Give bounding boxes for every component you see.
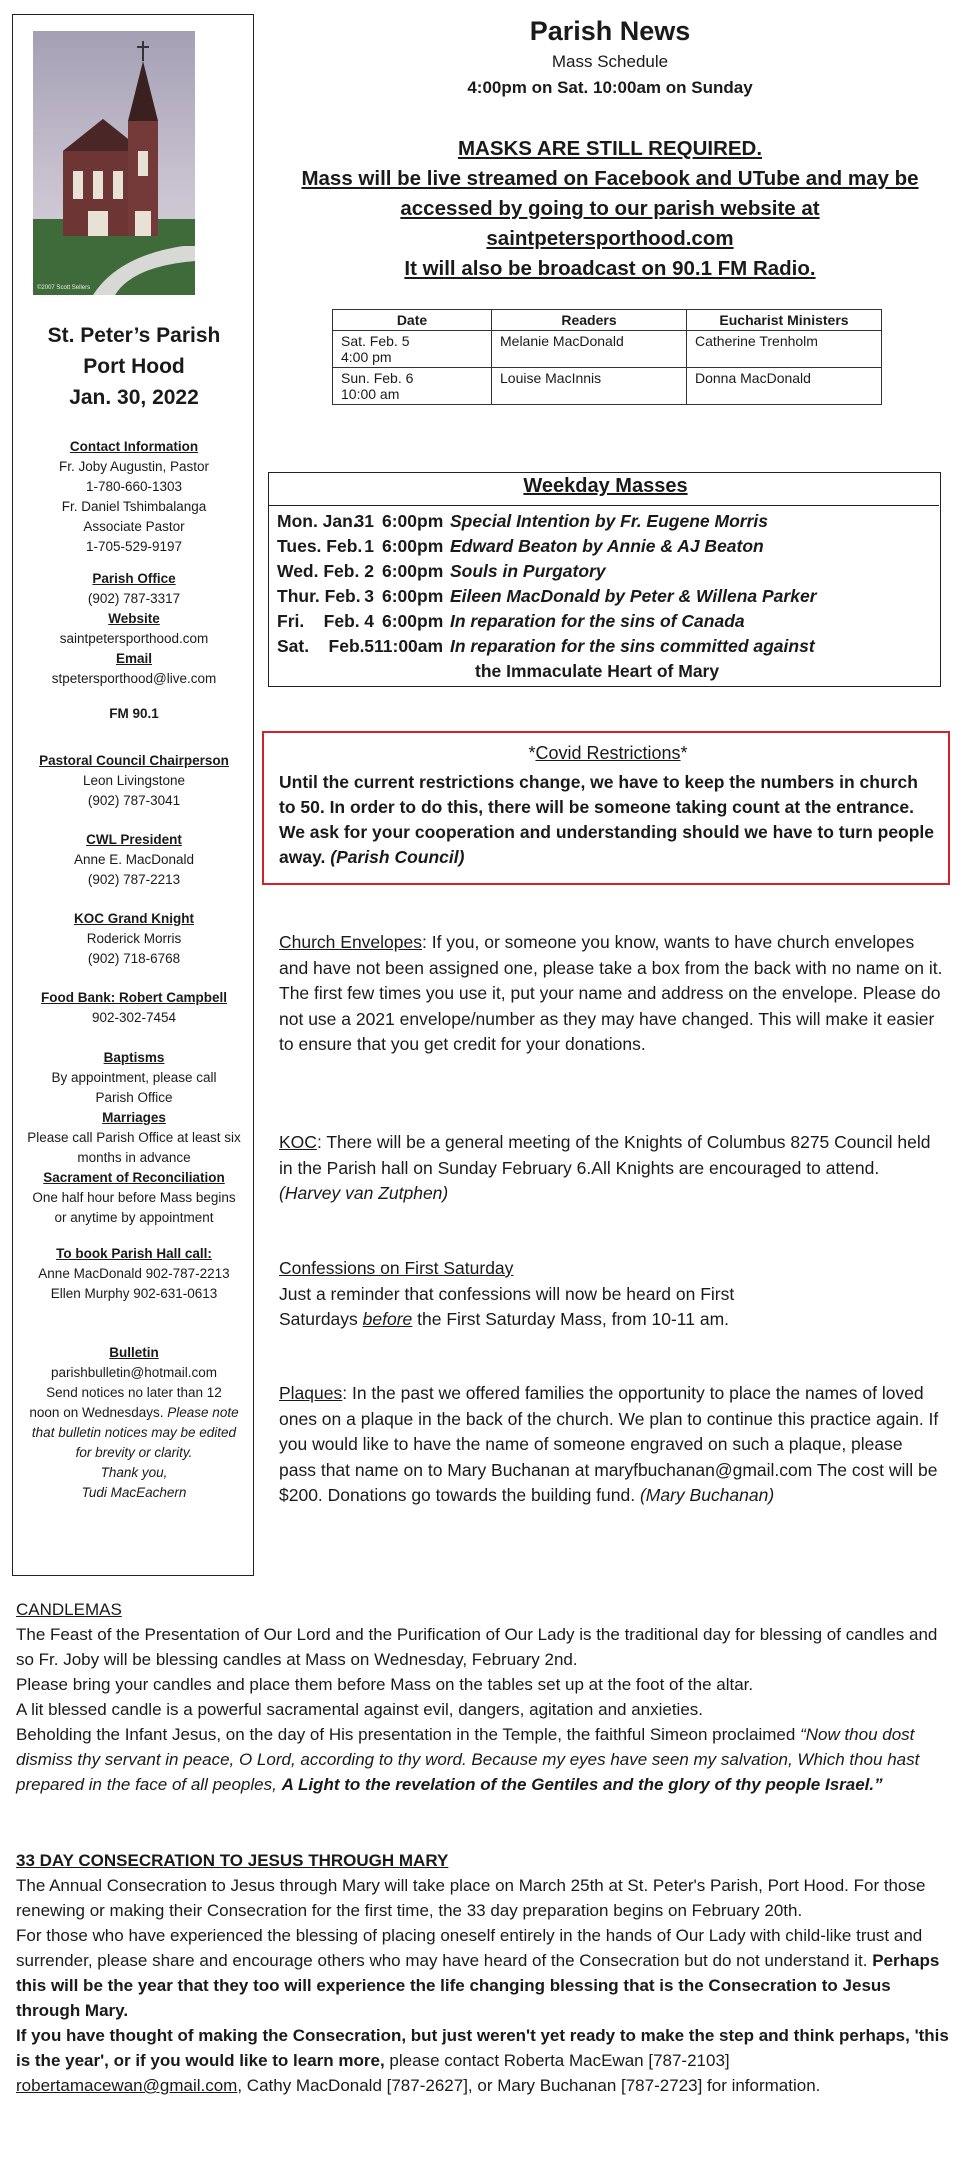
- food-bank-heading: Food Bank: Robert Campbell: [40, 990, 227, 1005]
- ministry-schedule-table: [332, 309, 882, 405]
- plaques-heading: Plaques: [279, 1383, 343, 1403]
- mass-day: Wed. Feb.: [277, 561, 360, 581]
- reconciliation-line: or anytime by appointment: [54, 1210, 214, 1225]
- church-envelopes-heading: Church Envelopes: [279, 932, 422, 952]
- covid-text: [279, 770, 939, 870]
- plaques-notice: [279, 1381, 944, 1509]
- pastoral-council-heading: Pastoral Council Chairperson: [39, 753, 229, 768]
- food-bank-phone: 902-302-7454: [91, 1010, 177, 1025]
- koc-notice: [279, 1130, 944, 1207]
- consecration-heading: 33 DAY CONSECRATION TO JESUS THROUGH MARY: [16, 1851, 449, 1870]
- website-link[interactable]: saintpetersporthood.com: [486, 227, 734, 250]
- consecration-paragraph: [16, 1923, 951, 2023]
- parish-location: Port Hood: [83, 355, 185, 378]
- koc-notice-credit: (Harvey van Zutphen): [279, 1183, 449, 1203]
- masks-line: MASKS ARE STILL REQUIRED.: [457, 137, 763, 160]
- parish-heading: [13, 320, 255, 413]
- koc-name: Roderick Morris: [86, 931, 182, 946]
- date-cell: [333, 368, 492, 405]
- contact-line: 1-780-660-1303: [85, 479, 183, 494]
- candlemas-section: [16, 1597, 951, 1797]
- bulletin-italic: Thank you,: [100, 1465, 168, 1480]
- contact-info: [13, 437, 255, 557]
- mass-time: 6:00pm: [382, 611, 444, 631]
- email-link[interactable]: stpetersporthood@live.com: [51, 671, 217, 686]
- column-header: Eucharist Ministers: [687, 310, 882, 331]
- mass-intention: In reparation for the sins committed against: [450, 636, 815, 656]
- page-title: Parish News: [529, 16, 691, 46]
- masks-notice: [265, 134, 955, 284]
- consecration-email-link[interactable]: robertamacewan@gmail.com: [16, 2076, 238, 2095]
- mass-time: 11:00am: [374, 636, 444, 656]
- mass-intention: In reparation for the sins of Canada: [450, 611, 745, 631]
- bulletin-italic: for brevity or clarity.: [75, 1445, 193, 1460]
- marriages-line: months in advance: [77, 1150, 191, 1165]
- plaques-text: : In the past we offered families the opportunity to place the names of loved ones on a plaque in the back of the church. We plan to continue this practice again. If you would like to have the name of someone engraved on such a plaque, please pass that name on to Mary Buchanan at maryfbuchanan@gmail.com The cost will be $200. Donations go towards the building fund.: [279, 1383, 939, 1505]
- reconciliation-heading: Sacrament of Reconciliation: [43, 1170, 225, 1185]
- candlemas-quote-paragraph: [16, 1722, 951, 1797]
- date-cell: [333, 331, 492, 368]
- consecration-paragraph: The Annual Consecration to Jesus through Mary will take place on March 25th at St. Peter's Parish, Port Hood. For those renewing or making their Consecration for the first time, the 33 day preparation begins on February 20th.: [16, 1876, 926, 1920]
- photo-watermark: ©2007 Scott Sellers: [37, 285, 91, 291]
- mass-row: [277, 536, 764, 557]
- mass-date: 4: [364, 611, 374, 631]
- confessions-text-a: Just a reminder that confessions will now be heard on First Saturdays: [279, 1283, 735, 1329]
- consecration-paragraph: [16, 2023, 951, 2098]
- bulletin-line: Send notices no later than 12: [46, 1385, 222, 1400]
- baptisms-heading: Baptisms: [103, 1050, 165, 1065]
- mass-time: 6:00pm: [382, 561, 444, 581]
- mass-day: Fri. Feb.: [277, 611, 360, 631]
- reconciliation-line: One half hour before Mass begins: [32, 1190, 236, 1205]
- date-text: Sat. Feb. 5: [341, 333, 410, 349]
- candlemas-paragraph: Please bring your candles and place them before Mass on the tables set up at the foot of the altar.: [16, 1675, 754, 1694]
- consecration-section: [16, 1848, 951, 2098]
- mass-intention: Special Intention by Fr. Eugene Morris: [450, 511, 768, 531]
- mass-row: [277, 586, 817, 607]
- covid-credit: (Parish Council): [330, 847, 465, 867]
- covid-title-text: Covid Restrictions: [535, 743, 681, 763]
- mass-day: Mon. Jan.: [277, 511, 358, 531]
- mass-row: [277, 511, 768, 532]
- mass-date: 1: [364, 536, 374, 556]
- mass-row: [277, 611, 745, 632]
- covid-body: Until the current restrictions change, we have to keep the numbers in church to 50. In order to do this, there will be someone taking count at the entrance. We ask for your cooperation and understanding should we have to turn people away.: [279, 772, 935, 867]
- consecration-text: please contact Roberta MacEwan [787-2103]: [389, 2051, 730, 2070]
- cwl-name: Anne E. MacDonald: [73, 852, 195, 867]
- mass-schedule-subtitle: Mass Schedule: [551, 52, 669, 71]
- cwl-heading: CWL President: [86, 832, 182, 847]
- plaques-credit: (Mary Buchanan): [639, 1485, 775, 1505]
- sacraments-block: [13, 1048, 255, 1228]
- candlemas-paragraph: The Feast of the Presentation of Our Lord and the Purification of Our Lady is the traditional day for blessing of candles and so Fr. Joby will be blessing candles at Mass on Wednesday, February 2nd.: [16, 1625, 938, 1669]
- koc-block: [13, 909, 255, 969]
- bulletin-note-a: noon on Wednesdays.: [29, 1405, 164, 1420]
- parish-office-phone: (902) 787-3317: [87, 591, 181, 606]
- parish-hall-block: [13, 1244, 255, 1304]
- mass-day: Tues. Feb.: [277, 536, 363, 556]
- parish-office-heading: Parish Office: [92, 571, 176, 586]
- confessions-text-b: the First Saturday Mass, from 10-11 am.: [412, 1309, 730, 1329]
- contact-heading: Contact Information: [69, 439, 199, 454]
- covid-title: [264, 743, 952, 764]
- cwl-block: [13, 830, 255, 890]
- parish-hall-contact: Ellen Murphy 902-631-0613: [50, 1286, 218, 1301]
- parish-hall-heading: To book Parish Hall call:: [56, 1246, 212, 1261]
- mass-date: 31: [354, 511, 374, 531]
- column-header: Readers: [492, 310, 687, 331]
- pastoral-council-phone: (902) 787-3041: [87, 793, 181, 808]
- consecration-bold: If you have thought of making the Consecration, but just weren't yet ready to make the step and think perhaps, 'this is the year', or if you would like to learn more,: [16, 2026, 949, 2070]
- contact-line: Fr. Joby Augustin, Pastor: [58, 459, 210, 474]
- bulletin-italic: Tudi MacEachern: [81, 1485, 187, 1500]
- mass-day: Sat. Feb.: [277, 636, 365, 656]
- parish-office-block: [13, 569, 255, 689]
- candlemas-text: Beholding the Infant Jesus, on the day of His presentation in the Temple, the faithful Simeon proclaimed: [16, 1725, 801, 1744]
- confessions-notice: [279, 1256, 944, 1333]
- covid-star: *: [680, 743, 688, 763]
- mass-times: 4:00pm on Sat. 10:00am on Sunday: [467, 78, 753, 97]
- divider: [269, 505, 939, 506]
- covid-star: *: [528, 743, 536, 763]
- bulletin-heading: Bulletin: [109, 1345, 159, 1360]
- mass-date: 3: [364, 586, 374, 606]
- email-heading: Email: [115, 651, 153, 666]
- bulletin-italic: that bulletin notices may be edited: [31, 1425, 237, 1440]
- table-row: [333, 368, 882, 405]
- confessions-text: [279, 1282, 799, 1333]
- consecration-bold: Perhaps this will be the year that they too will experience the life changing blessing that is the Consecration to Jesus through Mary.: [16, 1951, 940, 2020]
- marriages-line: Please call Parish Office at least six: [27, 1130, 241, 1145]
- weekday-masses-box: [268, 472, 941, 687]
- mass-time: 6:00pm: [382, 511, 444, 531]
- mass-time: 6:00pm: [382, 536, 444, 556]
- date-text: Sun. Feb. 6: [341, 370, 414, 386]
- parish-name: St. Peter’s Parish: [47, 324, 221, 347]
- mass-intention: Souls in Purgatory: [450, 561, 606, 581]
- contact-line: Associate Pastor: [83, 519, 185, 534]
- mass-intention-continued: the Immaculate Heart of Mary: [475, 661, 720, 681]
- marriages-heading: Marriages: [102, 1110, 166, 1125]
- bulletin-block: [13, 1343, 255, 1503]
- mass-date: 5: [364, 636, 374, 656]
- pastoral-council-name: Leon Livingstone: [82, 773, 186, 788]
- baptisms-line: By appointment, please call: [51, 1070, 217, 1085]
- mass-intention: Eileen MacDonald by Peter & Willena Parker: [450, 586, 817, 606]
- bulletin-email[interactable]: parishbulletin@hotmail.com: [50, 1365, 218, 1380]
- website-link[interactable]: saintpetersporthood.com: [59, 631, 209, 646]
- weekday-masses-title: Weekday Masses: [523, 475, 688, 497]
- bulletin-note: [3, 1403, 265, 1423]
- confessions-heading: Confessions on First Saturday: [279, 1258, 514, 1278]
- ministers-cell: Donna MacDonald: [687, 368, 882, 405]
- candlemas-heading: CANDLEMAS: [16, 1600, 122, 1619]
- mass-day: Thur. Feb.: [277, 586, 361, 606]
- parish-hall-contact: Anne MacDonald 902-787-2213: [38, 1266, 230, 1281]
- masks-line: accessed by going to our parish website at: [400, 197, 820, 220]
- time-text: 4:00 pm: [341, 349, 392, 365]
- readers-cell: Melanie MacDonald: [492, 331, 687, 368]
- koc-phone: (902) 718-6768: [87, 951, 181, 966]
- bulletin-note-b: Please note: [167, 1405, 239, 1420]
- church-envelopes-text: : If you, or someone you know, wants to have church envelopes and have not been assigned one, please take a box from the back with no name on it. The first few times you use it, put your name and address on the envelope. Please do not use a 2021 envelope/number as they may have changed. This will make it easier to ensure that you get credit for your donations.: [279, 932, 943, 1054]
- koc-heading: KOC Grand Knight: [74, 911, 194, 926]
- mass-row: [277, 561, 606, 582]
- consecration-text: , Cathy MacDonald [787-2627], or Mary Buchanan [787-2723] for information.: [237, 2076, 821, 2095]
- mass-intention: Edward Beaton by Annie & AJ Beaton: [450, 536, 764, 556]
- candlemas-quote: “Now thou dost dismiss thy servant in peace, O Lord, according to thy word. Because my eyes have seen my salvation, Which thou hast prepared in the face of all peoples,: [16, 1725, 920, 1794]
- koc-notice-text: : There will be a general meeting of the Knights of Columbus 8275 Council held in the Parish hall on Sunday February 6.All Knights are encouraged to attend.: [279, 1132, 931, 1178]
- masks-line: It will also be broadcast on 90.1 FM Radio.: [404, 257, 816, 280]
- mass-date: 2: [364, 561, 374, 581]
- bulletin-date: Jan. 30, 2022: [69, 386, 199, 409]
- contact-line: 1-705-529-9197: [85, 539, 183, 554]
- cwl-phone: (902) 787-2213: [87, 872, 181, 887]
- covid-restrictions-box: [262, 731, 950, 885]
- masks-line: Mass will be live streamed on Facebook and UTube and may be: [301, 167, 919, 190]
- contact-line: Fr. Daniel Tshimbalanga: [61, 499, 207, 514]
- sidebar: [12, 14, 254, 1576]
- time-text: 10:00 am: [341, 386, 400, 402]
- food-bank-block: [13, 988, 255, 1028]
- church-envelopes-notice: [279, 930, 944, 1058]
- church-photo: [33, 31, 195, 295]
- consecration-text: For those who have experienced the blessing of placing oneself entirely in the hands of Our Lady with child-like trust and surrender, please share and encourage others who may have heard of the Consecration but do not understand it.: [16, 1926, 923, 1970]
- baptisms-line: Parish Office: [95, 1090, 173, 1105]
- pastoral-council-block: [13, 751, 255, 811]
- candlemas-quote-bold: A Light to the revelation of the Gentiles and the glory of thy people Israel.”: [281, 1775, 883, 1794]
- column-header: Date: [333, 310, 492, 331]
- table-header-row: [333, 310, 882, 331]
- koc-notice-heading: KOC: [279, 1132, 317, 1152]
- readers-cell: Louise MacInnis: [492, 368, 687, 405]
- ministers-cell: Catherine Trenholm: [687, 331, 882, 368]
- table-row: [333, 331, 882, 368]
- fm-radio: FM 90.1: [109, 706, 159, 721]
- mass-row: [277, 636, 815, 657]
- mass-time: 6:00pm: [382, 586, 444, 606]
- confessions-before: before: [362, 1309, 413, 1329]
- candlemas-paragraph: A lit blessed candle is a powerful sacramental against evil, dangers, agitation and anxieties.: [16, 1700, 704, 1719]
- website-heading: Website: [108, 611, 160, 626]
